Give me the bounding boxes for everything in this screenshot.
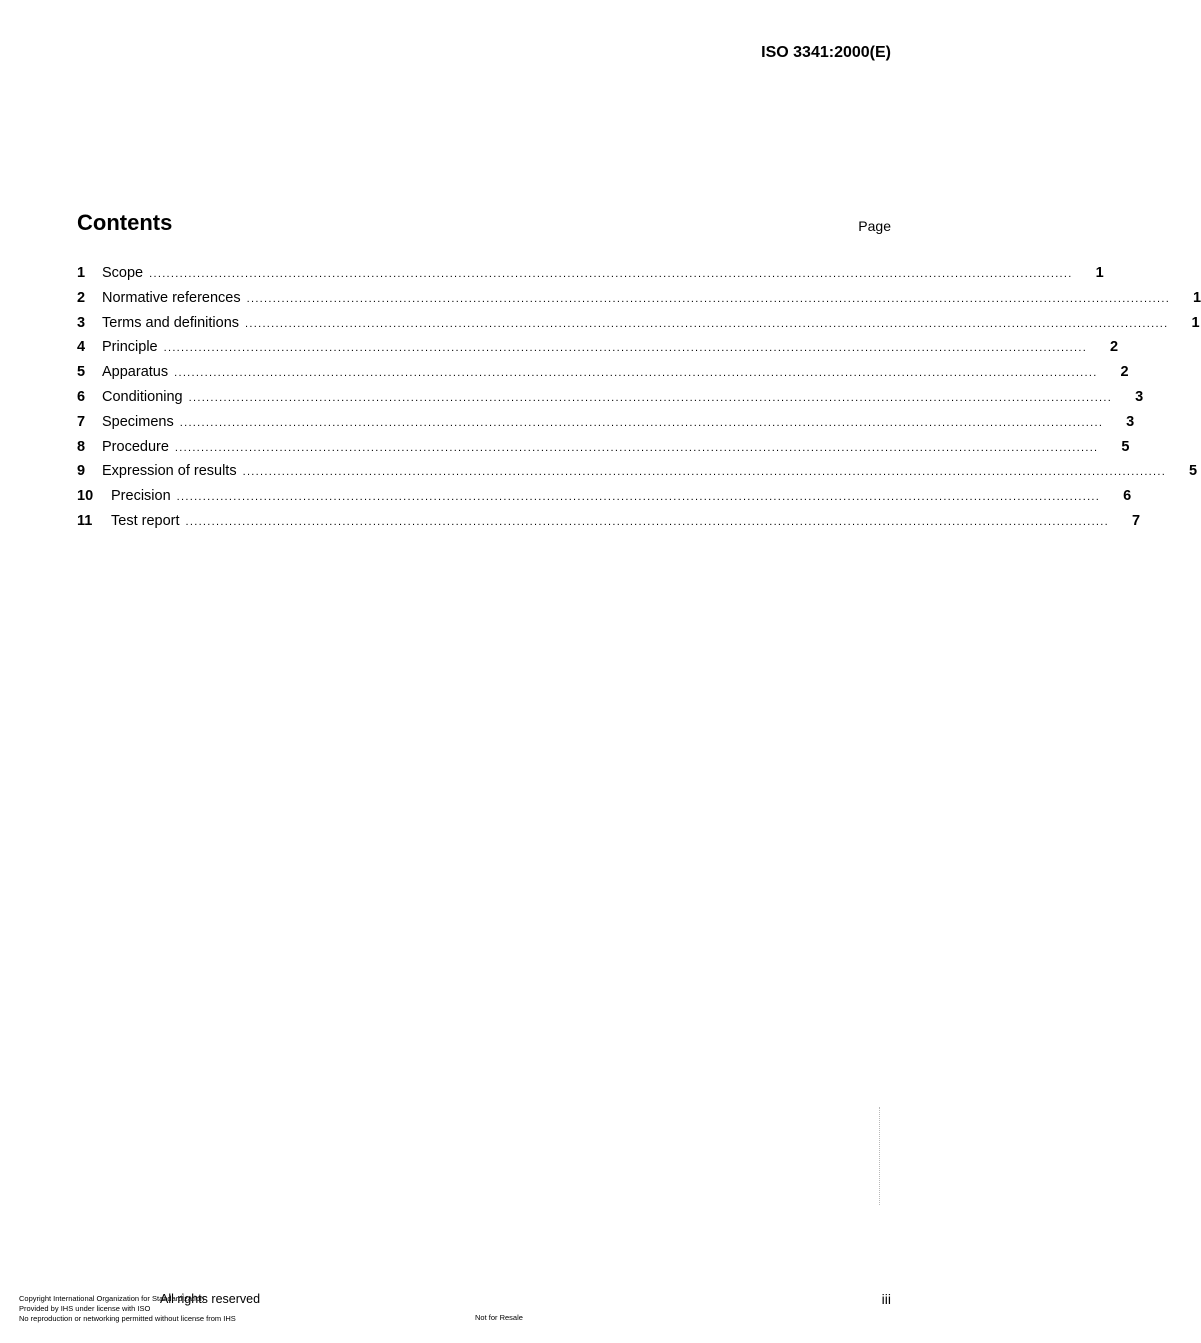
toc-entry-page: 5 xyxy=(1121,438,1130,455)
table-of-contents xyxy=(77,262,1201,535)
toc-entry-page: 7 xyxy=(1131,512,1141,529)
toc-entry-number: 4 xyxy=(77,339,86,356)
dot-leader: .................................................................................................................................................................................................................... xyxy=(174,441,1099,454)
dot-leader: .................................................................................................................................................................................................................... xyxy=(242,466,1167,479)
margin-mark xyxy=(879,1107,882,1205)
toc-entry-specimens[interactable] xyxy=(77,411,1135,436)
toc-entry-terms-and-definitions[interactable] xyxy=(77,312,1200,337)
toc-entry-number: 3 xyxy=(77,314,86,331)
toc-entry-number: 9 xyxy=(77,463,86,480)
rights-reserved-text: All rights reserved xyxy=(160,1292,261,1306)
toc-entry-number: 6 xyxy=(77,388,86,405)
toc-entry-title: Principle xyxy=(102,339,158,356)
toc-entry-number: 2 xyxy=(77,289,86,306)
reproduction-line: No reproduction or networking permitted without license from IHS xyxy=(19,1314,236,1323)
toc-entry-title: Terms and definitions xyxy=(102,314,240,331)
toc-entry-title: Test report xyxy=(111,512,180,529)
copyright-line: Copyright International Organization for Standardization xyxy=(19,1294,205,1303)
toc-entry-normative-references[interactable] xyxy=(77,287,1201,312)
toc-entry-number: 10 xyxy=(77,488,94,505)
toc-entry-test-report[interactable] xyxy=(77,510,1141,535)
toc-entry-page: 2 xyxy=(1110,339,1119,356)
toc-entry-title: Specimens xyxy=(102,413,174,430)
toc-entry-page: 3 xyxy=(1126,413,1135,430)
document-id: ISO 3341:2000(E) xyxy=(761,44,891,61)
page-column-label: Page xyxy=(858,218,891,234)
dot-leader: .................................................................................................................................................................................................................... xyxy=(163,342,1088,355)
dot-leader: .................................................................................................................................................................................................................... xyxy=(245,317,1169,330)
copyright-notice xyxy=(19,1294,236,1324)
toc-entry-number: 7 xyxy=(77,413,86,430)
dot-leader: .................................................................................................................................................................................................................... xyxy=(176,491,1101,504)
contents-heading: Contents xyxy=(77,210,173,235)
toc-entry-number: 11 xyxy=(77,512,93,529)
dot-leader: .................................................................................................................................................................................................................... xyxy=(246,292,1171,305)
toc-entry-number: 8 xyxy=(77,438,86,455)
toc-entry-precision[interactable] xyxy=(77,485,1132,510)
toc-entry-page: 5 xyxy=(1189,463,1198,480)
toc-entry-page: 1 xyxy=(1193,289,1201,306)
toc-entry-apparatus[interactable] xyxy=(77,361,1129,386)
dot-leader: .................................................................................................................................................................................................................... xyxy=(188,391,1113,404)
toc-entry-title: Procedure xyxy=(102,438,169,455)
toc-entry-title: Scope xyxy=(102,265,144,281)
toc-entry-title: Precision xyxy=(111,488,171,505)
toc-entry-page: 1 xyxy=(1095,265,1104,281)
toc-entry-title: Apparatus xyxy=(102,364,169,381)
dot-leader: .................................................................................................................................................................................................................... xyxy=(174,367,1098,380)
toc-entry-scope[interactable] xyxy=(77,262,1104,287)
toc-entry-number: 5 xyxy=(77,364,86,381)
dot-leader: .................................................................................................................................................................................................................... xyxy=(179,416,1104,429)
not-for-resale-text: Not for Resale xyxy=(475,1313,523,1322)
toc-entry-page: 3 xyxy=(1135,388,1144,405)
page-number: iii xyxy=(881,1291,891,1307)
toc-entry-title: Expression of results xyxy=(102,463,237,480)
toc-entry-page: 2 xyxy=(1120,364,1129,381)
toc-entry-expression-of-results[interactable] xyxy=(77,460,1198,485)
license-line: Provided by IHS under license with ISO xyxy=(19,1304,151,1313)
toc-entry-principle[interactable] xyxy=(77,336,1119,361)
toc-entry-number: 1 xyxy=(77,265,86,281)
dot-leader: .................................................................................................................................................................................................................... xyxy=(185,515,1110,528)
dot-leader: .................................................................................................................................................................................................................... xyxy=(149,268,1073,280)
toc-entry-page: 1 xyxy=(1191,314,1200,331)
toc-entry-conditioning[interactable] xyxy=(77,386,1144,411)
toc-entry-title: Conditioning xyxy=(102,388,183,405)
toc-entry-procedure[interactable] xyxy=(77,436,1130,461)
toc-entry-title: Normative references xyxy=(102,289,241,306)
toc-entry-page: 6 xyxy=(1123,488,1132,505)
